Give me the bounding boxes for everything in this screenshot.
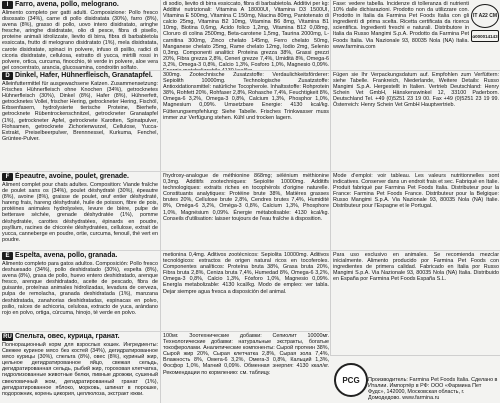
section-text: l'hydroxy-analogue de méthionine 868mg; sélénium méthionine 0,3mg. Additifs zootechniques: Sepiolite 10000mg. Additifs technologiques: extraits riches en tocophérols d'origine naturelle. Constituants analytiques: Protéine brute 38%, Matières grasses brutes 20%, Cellulose brute 2,8%, Cendres brutes 7,4%, Humidité 8%, Oméga-6 3,2%, Oméga-3 0,8%, Calcium 1,3%, Phosphore 1,0%, Magnésium 0,09%. Énergie métabolisable: 4130 kcal/kg. Conseils d'utilisation: laisser toujours de l'eau fraîche à disposition. — [163, 173, 329, 222]
section-title: Farro, avena, pollo, melograno. — [15, 1, 119, 8]
section-title: Épeautre, avoine, poulet, grenade. — [15, 173, 129, 180]
section-title: Спельта, овес, курица, гранат. — [15, 333, 120, 340]
section-spanish-cont2 — [331, 251, 500, 323]
section-heading — [2, 72, 158, 80]
bottom-right-strip — [330, 355, 500, 403]
section-italian — [0, 0, 160, 71]
section-german-cont — [161, 71, 331, 172]
section-french-cont2 — [331, 172, 500, 251]
section-spanish — [0, 251, 160, 332]
bottom-text: Производитель: Farmina Pet Foods Italia. Сделано в Италии. Импортёр в РФ: ООО «Фармина Пет Фудс», 142000, Московская область, г. Домодедово. www.farmina.ru — [368, 376, 498, 401]
section-heading — [2, 1, 158, 9]
section-spanish-cont — [161, 251, 331, 332]
column-right — [330, 0, 500, 403]
section-russian — [0, 332, 160, 403]
language-badge: RU — [3, 334, 12, 340]
section-text: Alleinfuttermittel für ausgewachsene Katzen. Zusammensetzung: Frisches Hühnerfleisch ohne Knochen (34%), getrocknetes Hühnerfleisch (30%), Dinkel (8%), Hafer (8%), Hühnerfett, getrocknetes Vollei, frischer Hering, getrockneter Hering, Fischöl, Erbsenfasern, hydrolysierte tierische Proteine, Bierhefe, getrocknete Rübentrockenschnitzel, getrockneter Granatapfel (1%), getrockneter Apfel, getrocknete Karotten, Spinatpulver, Flohsamen, getrocknete Zichorienwurzel, Cellulose, Yucca-Extrakt, Preiselbeerpulver, Brennnessel, Kurkuma, Fenchel, Grüntee-Pulver. — [2, 81, 158, 142]
section-title: Espelta, avena, pollo, granada. — [15, 252, 118, 259]
lot-stamp: α000014143 — [471, 30, 499, 42]
section-text: Alimento completo para gatos adultos. Composición: Pollo fresco deshuesado (34%), pollo deshidratado (30%), espelta (8%), avena (8%), grasa de pollo, huevo entero deshidratado, arenque fresco, arenque deshidratado, aceite de pescado, fibra de guisante, proteínas animales hidrolizadas, levadura de cerveza, pulpa de remolacha, granada deshidratada (1%), manzana deshidratada, zanahorias deshidratadas, espinacas en polvo, psilio, raíces de achicoria, celulosa, extracto de yuca, arándano rojo en polvo, ortiga, cúrcuma, hinojo, té verde en polvo. — [2, 261, 158, 316]
section-text: Alimento completo per gatti adulti. Composizione: Pollo fresco disossato (34%), carne di pollo disidratata (30%), farro (8%), avena (8%), grasso di pollo, uovo intero disidratato, aringhe fresche, aringhe disidratate, olio di pesce, fibra di pisello, proteine animali idrolizzate, lievito di birra, fibra di barbabietola essiccata, frutto di melograno disidratato (1%), mela disidratata, carote disidratate, spinaci in polvere, infuso di psillio, radici di cicoria disidratate, cellulosa, estratto di yucca, mirtilli rossi in polvere, ortica, curcuma, finocchio, tè verde in polvere, aloe vera gel concentrato, arancia, glucosamina, condroitin solfato. — [2, 10, 158, 71]
section-text: Полнорационный корм для взрослых кошек. Ингредиенты: Свежее куриное мясо без костей (34%), дегидратированное мясо курицы (30%), спельта (8%), овес (8%), куриный жир, цельное дегидратированное яйцо, свежая сельдь, дегидратированная сельдь, рыбий жир, гороховая клетчатка, гидролизованные животные белки, пивные дрожжи, сушеный свекловичный жом, дегидратированный гранат (1%), дегидратированное яблоко, морковь, шпинат в порошке, подорожник, корень цикория, целлюлоза, экстракт юкки. — [2, 342, 158, 397]
section-russian-cont — [161, 332, 331, 403]
column-left — [0, 0, 160, 403]
section-german-cont2 — [331, 71, 500, 172]
section-text: 100мг. Зоотехнические добавки: Сепиолит 10000мг. Технологические добавки: натуральные экстракты, богатые токоферолами. Аналитические компоненты: Сырой протеин 38%, Сырой жир 20%, Сырая клетчатка 2,8%, Сырая зола 7,4%, Влажность 8%, Омега-6 3,2%, Омега-3 0,8%, Кальций 1,3%, Фосфор 1,0%, Магний 0,09%. Обменная энергия: 4130 ккал/кг. Рекомендации по кормлению: см. таблицу. — [163, 333, 329, 376]
section-text: di sodio, lievito di birra essiccato, fibra di barbabietola. Additivi per kg: Additivi nutrizionali: Vitamina A 18000UI, Vitamina D3 1500UI, Vitamina E 500mg, Vitamina C 150mg, Niacina 80mg, Pantotenato di calcio 25mg, Vitamina B2 10mg, Vitamina B6 8mg, Vitamina B1 10mg, Biotina 0,6mg, Acido folico 1,2mg, Vitamina B12 0,08mg, Cloruro di colina 2500mg, Beta-carotene 1,5mg, Taurina 2000mg, L-carnitina 300mg, Zinco chelato 145mg, Ferro chelato 50mg, Manganese chelato 25mg, Rame chelato 12mg, Iodio 2mg, Selenio 0,3mg. Componenti analitici: Proteina grezza 38%, Grassi grezzi 20%, Fibra grezza 2,8%, Ceneri grezze 7,4%, Umidità 8%, Omega-6 3,2%, Omega-3 0,8%, Calcio 1,3%, Fosforo 1,0%, Magnesio 0,09%. — [163, 1, 329, 68]
section-text: Aliment complet pour chats adultes. Composition: Viande fraîche de poulet sans os (34%), poulet déshydraté (30%), épeautre (8%), avoine (8%), graisse de poulet, œuf entier déshydraté, hareng frais, hareng déshydraté, huile de poisson, fibre de pois, protéines animales hydrolysées, levure de bière, pulpe de betterave séchée, grenade déshydratée (1%), pomme déshydratée, carottes déshydratées, épinards en poudre, psyllium, racines de chicorée déshydratées, cellulose, extrait de yucca, canneberge en poudre, ortie, curcuma, fenouil, thé vert en poudre. — [2, 182, 158, 243]
language-badge: I — [2, 1, 13, 9]
section-text: Fase: vedere tabella. Incidenze di tolleranza di nutrienti 10% dalle dichiarazioni. Prodotto non da utilizzare con. Prodotto in Italia da Farmina Pet Foods Italia con gli ingredienti di prima scelta. Ricetta certificata da ricerca scientifica. Ingredienti freschi e naturali. Distributore in Italia da Russo Mangimi S.p.A. Prodotto da Farmina Pet Foods Italia. Via Nazionale 93, 80035 Nola (NA) Italia. www.farmina.com — [333, 1, 469, 50]
section-text: metionina 0,4mg. Aditivos zootécnicos: Sepiolita 10000mg. Aditivos tecnológicos: extractos de origen natural ricos en tocoferoles. Componentes analíticos: Proteína bruta 38%, Grasa bruta 20%, Fibra bruta 2,8%, Ceniza bruta 7,4%, Humedad 8%, Omega-6 3,2%, Omega-3 0,8%, Calcio 1,3%, Fósforo 1,0%, Magnesio 0,09%. Energía metabolizable: 4130 kcal/kg. Modo de empleo: ver tabla. Dejar siempre agua fresca a disposición del animal. — [163, 252, 329, 295]
section-text: Para uso exclusivo en animales. Se recomienda mezclar inicialmente. Alimento producido por Farmina Pet Foods con ingredientes de primera calidad. Fabricado en Italia por Russo Mangimi S.p.A. Via Nazionale 93, 80035 Nola (NA) Italia. Distribuido en España por Farmina Pet Foods España S.L. — [333, 252, 499, 283]
pcg-logo: PCG — [334, 363, 368, 397]
section-french-cont — [161, 172, 331, 251]
section-text: Mode d'emploi: voir tableau. Les valeurs nutritionnelles sont indicatives. Conserver dans un endroit frais et sec. Fabriqué en Italie. Produit fabriqué par Farmina Pet Foods Italia. Distributeur pour la France: Farmina Pet Foods France. Distributeur pour la Belgique: Russo Mangimi S.p.A. Via Nazionale 93, 80035 Nola (NA) Italie. Distributeur pour l'Espagne et le Portugal. — [333, 173, 499, 210]
section-german — [0, 71, 160, 172]
language-badge: D — [2, 72, 13, 80]
section-italian-cont — [161, 0, 331, 71]
section-heading — [2, 173, 158, 181]
language-badge: E — [2, 252, 13, 260]
section-heading — [2, 333, 158, 341]
certification-stamp: IT A22 CM — [471, 4, 499, 28]
column-middle — [160, 0, 331, 403]
section-text: Fügen sie Ihr Verpackungsdatum auf. Empfohlen zum Verfüttern: siehe Tabelle. Frankreich, Niederlande, Weitere Details: Russo Mangimi S.p.A. Hergestellt in Italien. Vertrieb Deutschland: Henry Schein Vet GmbH, Hänskenswinkel 12, 33100 Paderborn. Deutschland Tel. +49 (0)5251 23 19 00. Fax +49 (0)5251 23 19 99. Österreich: Henry Schein Vet GmbH Hauptvertrieb. — [333, 72, 499, 109]
section-text: 300mg. Zootechnische Zusatzstoffe: Verdaulichkeitsförderer: Sepiolith 10000mg. Technologische Zusatzstoffe: Antioxidationsmittel: natürliche Tocopherole. Inhaltsstoffe: Rohprotein 38%, Rohfett 20%, Rohfaser 2,8%, Rohasche 7,4%, Feuchtigkeit 8%, Omega-6 3,2%, Omega-3 0,8%, Calcium 1,3%, Phosphor 1,0%, Magnesium 0,09%. Umsetzbare Energie: 4130 kcal/kg. Fütterungsempfehlung: Siehe Tabelle. Frisches Trinkwasser muss immer zur Verfügung stehen. Kühl und trocken lagern. — [163, 72, 330, 121]
section-french — [0, 172, 160, 251]
section-heading — [2, 252, 158, 260]
language-badge: F — [2, 173, 13, 181]
section-italian-cont2 — [331, 0, 500, 71]
section-title: Dinkel, Hafer, Hühnerfleisch, Granatapfel. — [15, 72, 153, 79]
